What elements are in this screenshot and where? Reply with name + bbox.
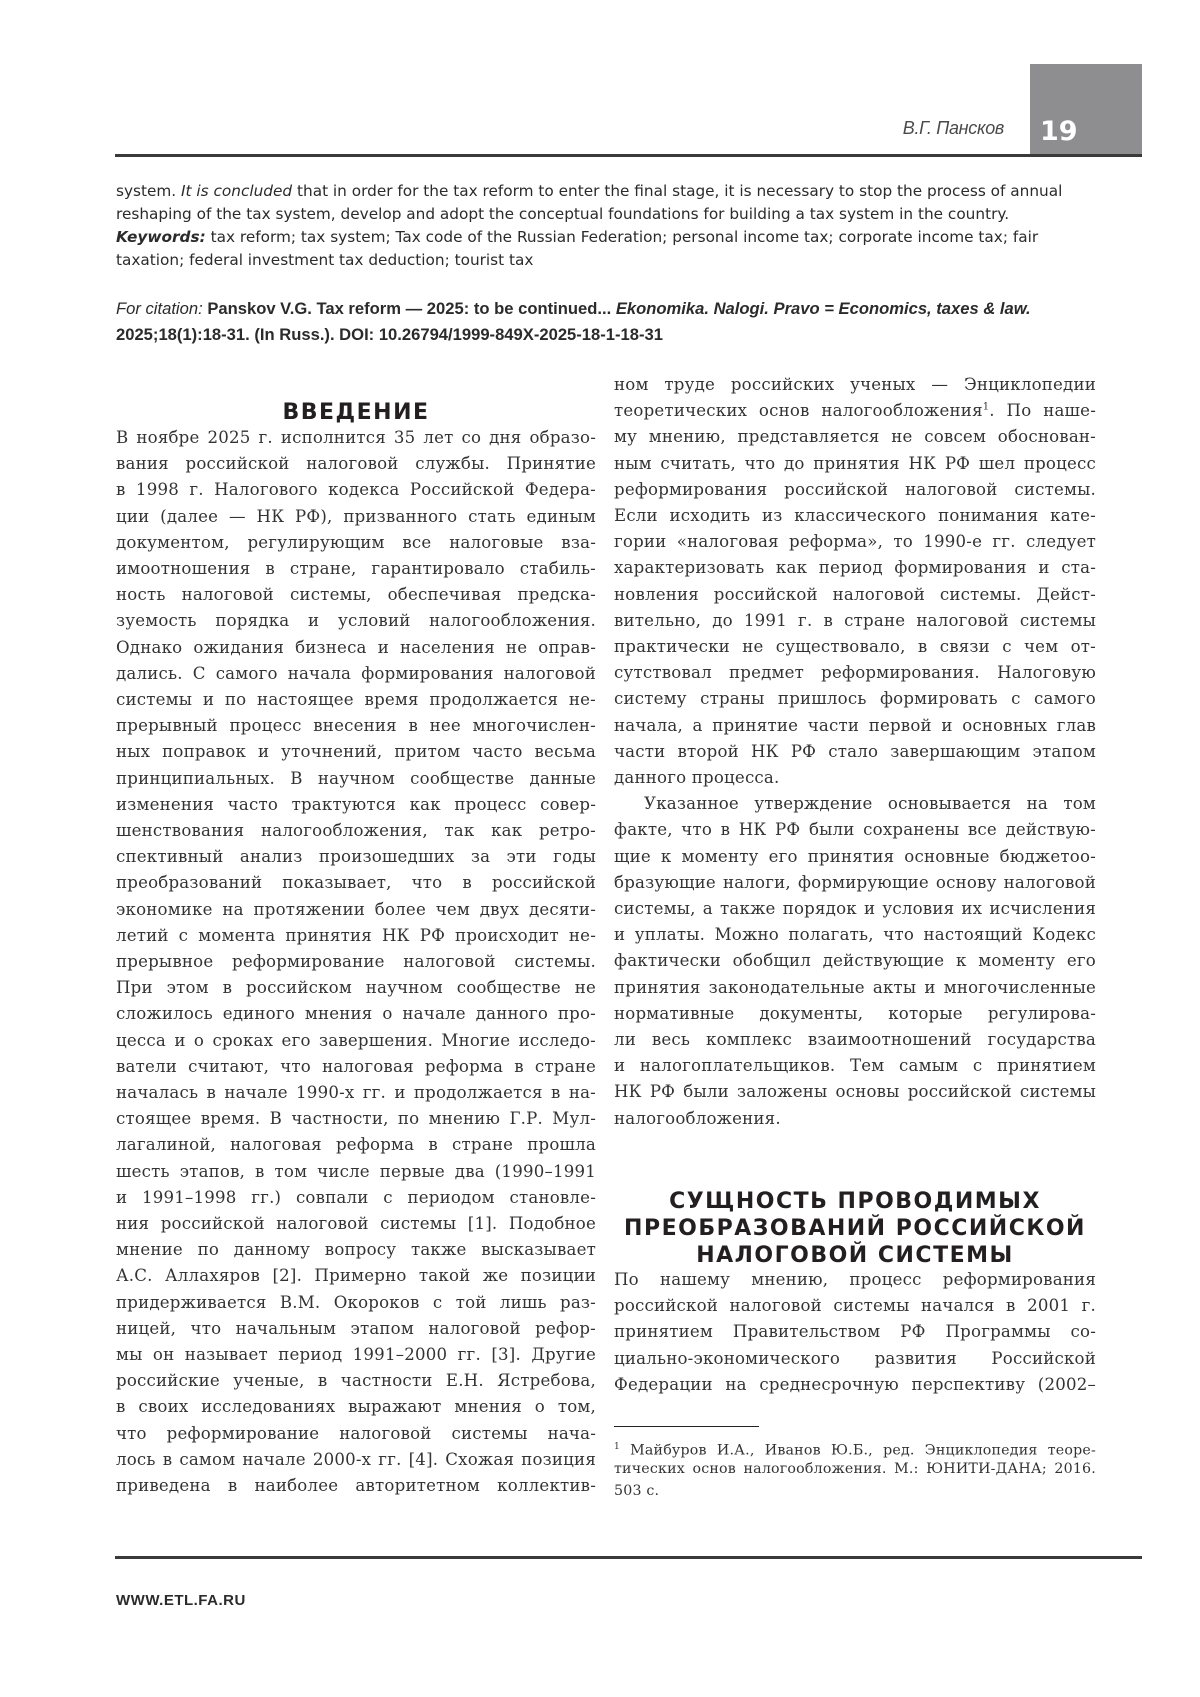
footer-website-link[interactable]: WWW.ETL.FA.RU (116, 1592, 246, 1609)
text-line: шенствования налогообложения, так как ретро- (116, 821, 596, 840)
text-line: ных поправок и уточнений, притом часто весьма (116, 742, 596, 762)
text-line: российской налоговой системы начался в 2001 г. (614, 1296, 1096, 1316)
citation-block (116, 296, 1096, 348)
keywords-line: taxation; federal investment tax deduction; tourist tax (116, 251, 534, 269)
text-line: изменения часто трактуются как процесс совер- (116, 794, 596, 814)
text-line: По нашему мнению, процесс реформирования (614, 1270, 1096, 1289)
abstract-line: reshaping of the tax system, develop and adopt the conceptual foundations for building a tax system in the country. (116, 205, 1010, 223)
text-span: Майбуров И.А., Иванов Ю.Б., ред. Энциклопедия теоре- (619, 1442, 1096, 1459)
text-line: лось в самом начале 2000-х гг. [4]. Схожая позиция (116, 1449, 596, 1469)
text-line: принципиальных. В научном сообществе данные (116, 768, 596, 788)
text-line: в 1998 г. Налогового кодекса Российской Федера- (116, 480, 596, 500)
text-line: новления российской налоговой системы. Дейст- (614, 584, 1096, 604)
emphasis: It is concluded (181, 182, 293, 200)
section-title-line: ПРЕОБРАЗОВАНИЙ РОССИЙСКОЙ (624, 1216, 1086, 1241)
text-line: бразующие налоги, формирующие основу налоговой (614, 872, 1096, 892)
text-line: цесса и о сроках его завершения. Многие исследо- (116, 1030, 596, 1050)
text-line: документом, регулирующим все налоговые вза- (116, 532, 596, 552)
section-title-line: СУЩНОСТЬ ПРОВОДИМЫХ (669, 1189, 1041, 1214)
footnote-mark: 1 (614, 1442, 620, 1452)
text-line: НК РФ были заложены основы российской системы (614, 1082, 1096, 1102)
text-line: вительно, до 1991 г. в стране налоговой системы (614, 610, 1096, 630)
text-line: характеризовать как период формирования и ста- (614, 558, 1096, 578)
text-line: фактически обобщил действующие к моменту его (614, 951, 1096, 971)
text-line: и 1991–1998 гг.) совпали с периодом становле- (116, 1187, 596, 1207)
text-line: В ноябре 2025 г. исполнится 35 лет со дня образо- (116, 428, 596, 447)
text-line: При этом в российском научном сообществе не (116, 978, 596, 998)
text-line: части второй НК РФ стало завершающим этапом (614, 741, 1096, 761)
citation-label: For citation: (116, 299, 203, 318)
text-line: зуемость порядка и условий налогообложения. (116, 611, 596, 631)
text-line: преобразований показывает, что в российской (116, 873, 596, 893)
citation-line: For citation: Panskov V.G. Tax reform — 2025: to be continued... Ekonomika. Nalogi. Pravo = Economics, taxes & law. (116, 299, 1031, 318)
text-line: щие к моменту его принятия основные бюджетоо- (614, 846, 1096, 866)
text-line: сутствовал предмет реформирования. Налоговую (614, 663, 1096, 683)
text-line: принятия законодательные акты и многочисленные (614, 977, 1096, 997)
text-line: мнение по данному вопросу также высказывает (116, 1240, 596, 1260)
text-span: . По наше- (989, 401, 1096, 421)
text-line: ным считать, что до принятия НК РФ шел процесс (614, 453, 1096, 473)
text-line: вания российской налоговой службы. Принятие (116, 454, 596, 474)
text-line: и уплаты. Можно полагать, что настоящий Кодекс (614, 925, 1096, 945)
text-line (614, 398, 1096, 424)
text-line: ли весь комплекс взаимоотношений государства (614, 1030, 1096, 1049)
text-line: экономике на протяжении более чем двух десяти- (116, 899, 596, 919)
text-line: начала, а принятие части первой и основных глав (614, 715, 1096, 735)
journal-name: Ekonomika. Nalogi. Pravo = Economics, taxes & law. (615, 299, 1031, 318)
text-span: теоретических основ налогообложения (614, 401, 983, 421)
text-line: летий с момента принятия НК РФ происходит не- (116, 925, 596, 945)
text-line: мы он называет период 1991–2000 гг. [3]. Другие (116, 1345, 596, 1364)
keywords-line: Keywords: tax reform; tax system; Tax code of the Russian Federation; personal income tax; corporate income tax; fair (116, 228, 1039, 246)
text-line: прерывный процесс внесения в нее многочислен- (116, 716, 596, 736)
text-line: ватели считают, что налоговая реформа в стране (116, 1056, 596, 1076)
text-line: в своих исследованиях выражают мнения о том, (116, 1397, 596, 1417)
text-line: системы, а также порядок и условия их исчисления (614, 899, 1096, 918)
text-line: ции (далее — НК РФ), призванного стать единым (116, 506, 596, 526)
text-line: дались. С самого начала формирования налоговой (116, 663, 596, 683)
text-line: ном труде российских ученых — Энциклопедии (614, 375, 1096, 394)
text-line: российские ученые, в частности Е.Н. Ястребова, (116, 1371, 596, 1391)
text-line: что реформирование налоговой системы нача- (116, 1423, 596, 1443)
text-line: системы и по настоящее время продолжается не- (116, 690, 596, 709)
text-line: ния российской налоговой системы [1]. Подобное (116, 1214, 596, 1233)
text-line: нормативные документы, которые регулирова- (614, 1003, 1096, 1023)
text-line: систему страны пришлось формировать с самого (614, 689, 1096, 709)
text-line: ницей, что начальным этапом налоговой рефор- (116, 1318, 596, 1338)
abstract-line: system. It is concluded that in order for the tax reform to enter the final stage, it is necessary to stop the process of annual (116, 182, 1063, 200)
footnote-divider (614, 1426, 759, 1427)
text-line: 503 с. (614, 1483, 660, 1499)
text-line: гории «налоговая реформа», то 1990-е гг. следует (614, 532, 1096, 552)
text-line: тических основ налогообложения. М.: ЮНИТИ-ДАНА; 2016. (614, 1461, 1096, 1477)
text-line: налогообложения. (614, 1108, 781, 1128)
text-line: придерживается В.М. Окороков с той лишь раз- (116, 1292, 596, 1312)
text-line: приведена в наиболее авторитетном коллектив- (116, 1476, 596, 1495)
text-line: му мнению, представляется не совсем обоснован- (614, 427, 1096, 447)
text-line: Однако ожидания бизнеса и населения не оправ- (116, 637, 596, 657)
text-line: циально-экономического развития Российской (614, 1348, 1096, 1368)
citation-doi-line: 2025;18(1):18-31. (In Russ.). DOI: 10.26794/1999-849X-2025-18-1-18-31 (116, 325, 663, 344)
section-title-introduction: ВВЕДЕНИЕ (282, 400, 430, 425)
text-line: практически не существовало, в связи с чем от- (614, 637, 1096, 656)
text-line: стоящее время. В частности, по мнению Г.Р. Мул- (116, 1109, 596, 1129)
footer-divider (115, 1556, 1142, 1559)
text-line: спективный анализ произошедших за эти годы (116, 847, 596, 867)
section-title-line: НАЛОГОВОЙ СИСТЕМЫ (696, 1243, 1014, 1268)
text-line: сложилось единого мнения о начале данного про- (116, 1004, 596, 1024)
text-line: Если исходить из классического понимания кате- (614, 506, 1096, 525)
header-divider (115, 154, 1142, 157)
text-line: Указанное утверждение основывается на том (644, 794, 1096, 814)
running-header-author: В.Г. Пансков (902, 118, 1004, 138)
text-line: ность налоговой системы, обеспечивая предска- (116, 585, 596, 605)
text-line: Федерации на среднесрочную перспективу (2002– (614, 1374, 1096, 1394)
text-line: шесть этапов, в том числе первые два (1990–1991 (116, 1161, 596, 1181)
text-line: данного процесса. (614, 768, 780, 787)
text-line: реформирования российской налоговой системы. (614, 479, 1096, 499)
text-line: А.С. Аллахяров [2]. Примерно такой же позиции (116, 1266, 596, 1286)
keywords-label: Keywords: (116, 228, 206, 246)
abstract-end (116, 180, 1096, 272)
text-line: началась в начале 1990-х гг. и продолжается в на- (116, 1083, 596, 1102)
section-title-essence (614, 1188, 1096, 1269)
page-number: 19 (1040, 116, 1078, 147)
text-line: имоотношения в стране, гарантировало стабиль- (116, 559, 596, 578)
text-line: лагалиной, налоговая реформа в стране прошла (116, 1135, 596, 1155)
footnote-reference[interactable]: 1 (982, 401, 990, 413)
text-line: и налогоплательщиков. Тем самым с принятием (614, 1056, 1096, 1076)
text-line: прерывное реформирование налоговой системы. (116, 952, 596, 971)
text-line: факте, что в НК РФ были сохранены все действую- (614, 820, 1096, 840)
text-line: принятием Правительством РФ Программы со- (614, 1322, 1096, 1342)
